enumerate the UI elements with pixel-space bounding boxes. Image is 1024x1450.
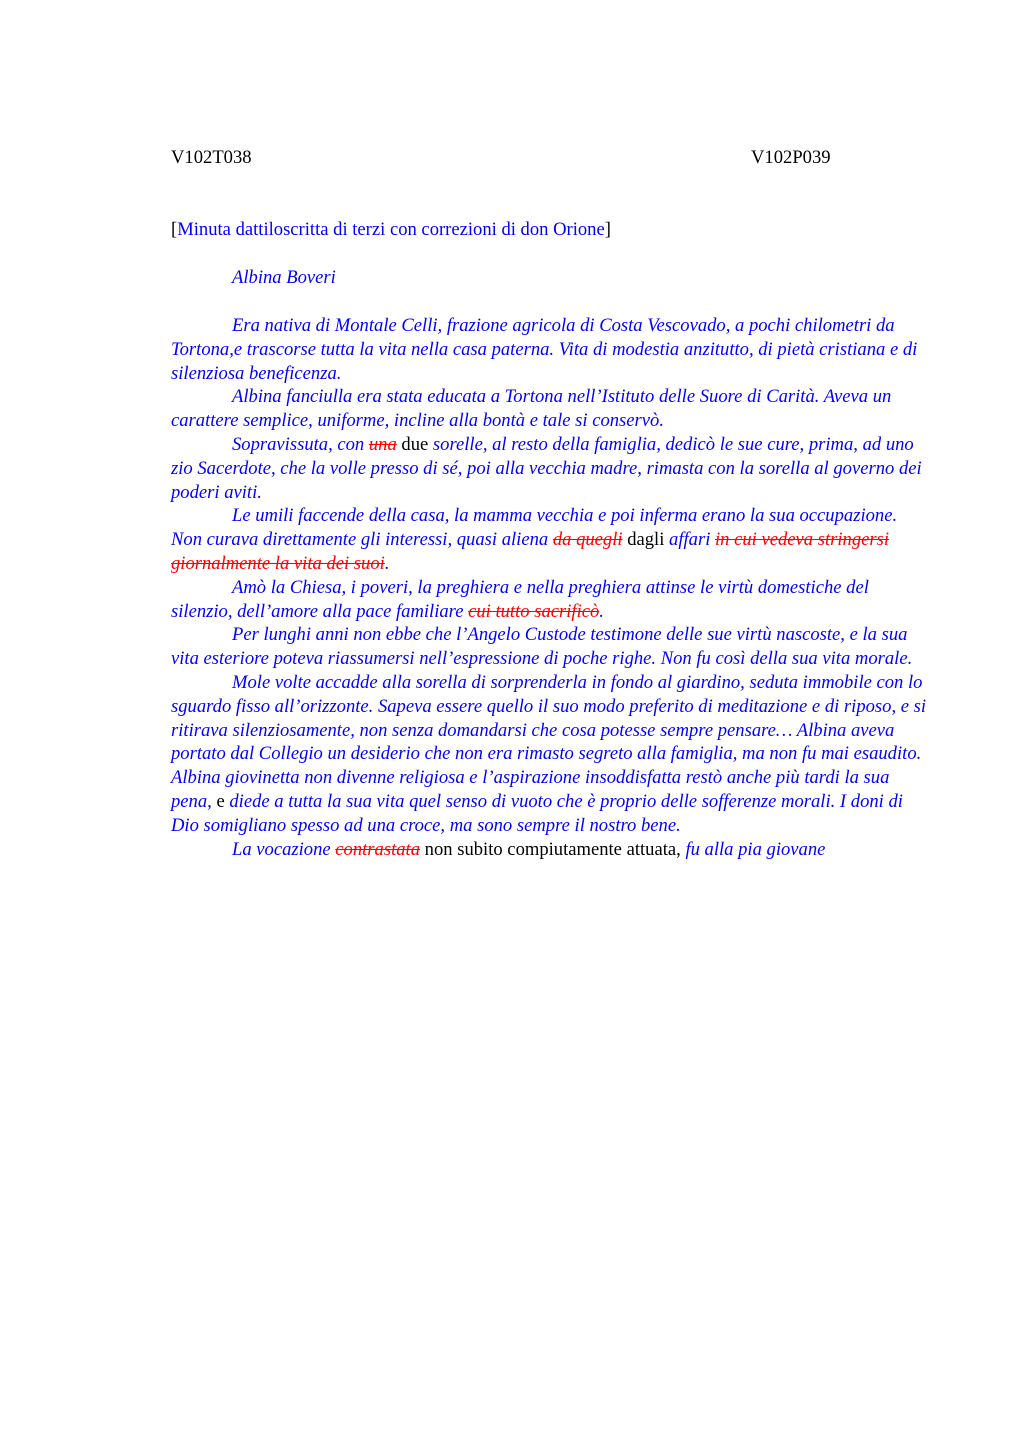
typed-text: diede a tutta la sua vita quel senso di vuoto che è proprio delle sofferenze morali. I doni di Dio somigliano spesso ad una croce, ma sono sempre il nostro bene. [171, 790, 903, 836]
deleted-text: cui tutto sacrificò [468, 600, 600, 622]
typed-text: Le umili faccende della casa, la mamma vecchia e poi inferma erano la sua occupazione. Non curava direttamente gli interessi, quasi aliena [171, 505, 898, 551]
editorial-note [171, 219, 611, 241]
typed-text: affari [669, 529, 716, 551]
typed-text: fu alla pia giovane [685, 838, 826, 860]
paragraph-3 [171, 433, 931, 504]
note-text: Minuta dattiloscritta di terzi con correzioni di don Orione [177, 219, 605, 240]
inserted-text: dagli [622, 529, 670, 551]
header-right-code: V102P039 [751, 147, 831, 168]
paragraph-2: Albina fanciulla era stata educata a Tortona nell’Istituto delle Suore di Carità. Aveva un carattere semplice, uniforme, incline alla bontà e tale si conservò. [171, 386, 892, 432]
inserted-text: due [396, 433, 433, 455]
deleted-text: contrastata [335, 838, 421, 860]
typed-text: La vocazione [232, 838, 336, 860]
document-title: Albina Boveri [232, 267, 336, 288]
note-close-bracket: ] [604, 219, 611, 240]
paragraph-8 [171, 838, 931, 862]
paragraph-7 [171, 671, 931, 838]
deleted-text: una [368, 433, 397, 455]
typed-text: . [599, 600, 604, 622]
inserted-text: non subito compiutamente attuata, [420, 838, 686, 860]
paragraph-5 [171, 576, 931, 624]
inserted-text: e [211, 790, 230, 812]
typed-text: sorelle, al resto della famiglia, dedicò le sue cure, prima, ad uno zio Sacerdote, che la volle presso di sé, poi alla vecchia madre, rimasta con la sorella al governo dei poderi aviti. [171, 433, 922, 503]
paragraph-1: Era nativa di Montale Celli, frazione agricola di Costa Vescovado, a pochi chilometri da Tortona,e trascorse tutta la vita nella casa paterna. Vita di modestia anzitutto, di pietà cristiana e di silenziosa beneficenza. [171, 315, 918, 384]
deleted-text: in cui vedeva stringersi giornalmente la vita dei suoi [171, 529, 890, 574]
typed-text: Mole volte accadde alla sorella di sorprenderla in fondo al giardino, seduta immobile con lo sguardo fisso all’orizzonte. Sapeva essere quello il suo modo preferito di meditazione e di riposo, e si ritirava silenziosamente, non senza domandarsi che cosa potesse sempre pensare… Albina aveva portato dal Collegio un desiderio che non era rimasto segreto alla famiglia, ma non fu mai esaudito. Albina giovinetta non divenne religiosa e l’aspirazione insoddisfatta restò anche più tardi la sua pena, [171, 671, 927, 812]
typed-text: . [384, 552, 390, 574]
header-left-code: V102T038 [171, 147, 252, 168]
paragraph-6: Per lunghi anni non ebbe che l’Angelo Custode testimone delle sue virtù nascoste, e la sua vita esteriore poteva riassumersi nell’espressione di poche righe. Non fu così della sua vita morale. [171, 624, 913, 670]
note-open-bracket: [ [171, 219, 178, 240]
typed-text: Amò la Chiesa, i poveri, la preghiera e nella preghiera attinse le virtù domestiche del silenzio, dell’amore alla pace familiare [171, 576, 869, 622]
paragraph-4 [171, 504, 931, 575]
typed-text: Sopravissuta, con [232, 433, 369, 455]
document-body [171, 314, 931, 861]
deleted-text: da quegli [552, 529, 623, 551]
